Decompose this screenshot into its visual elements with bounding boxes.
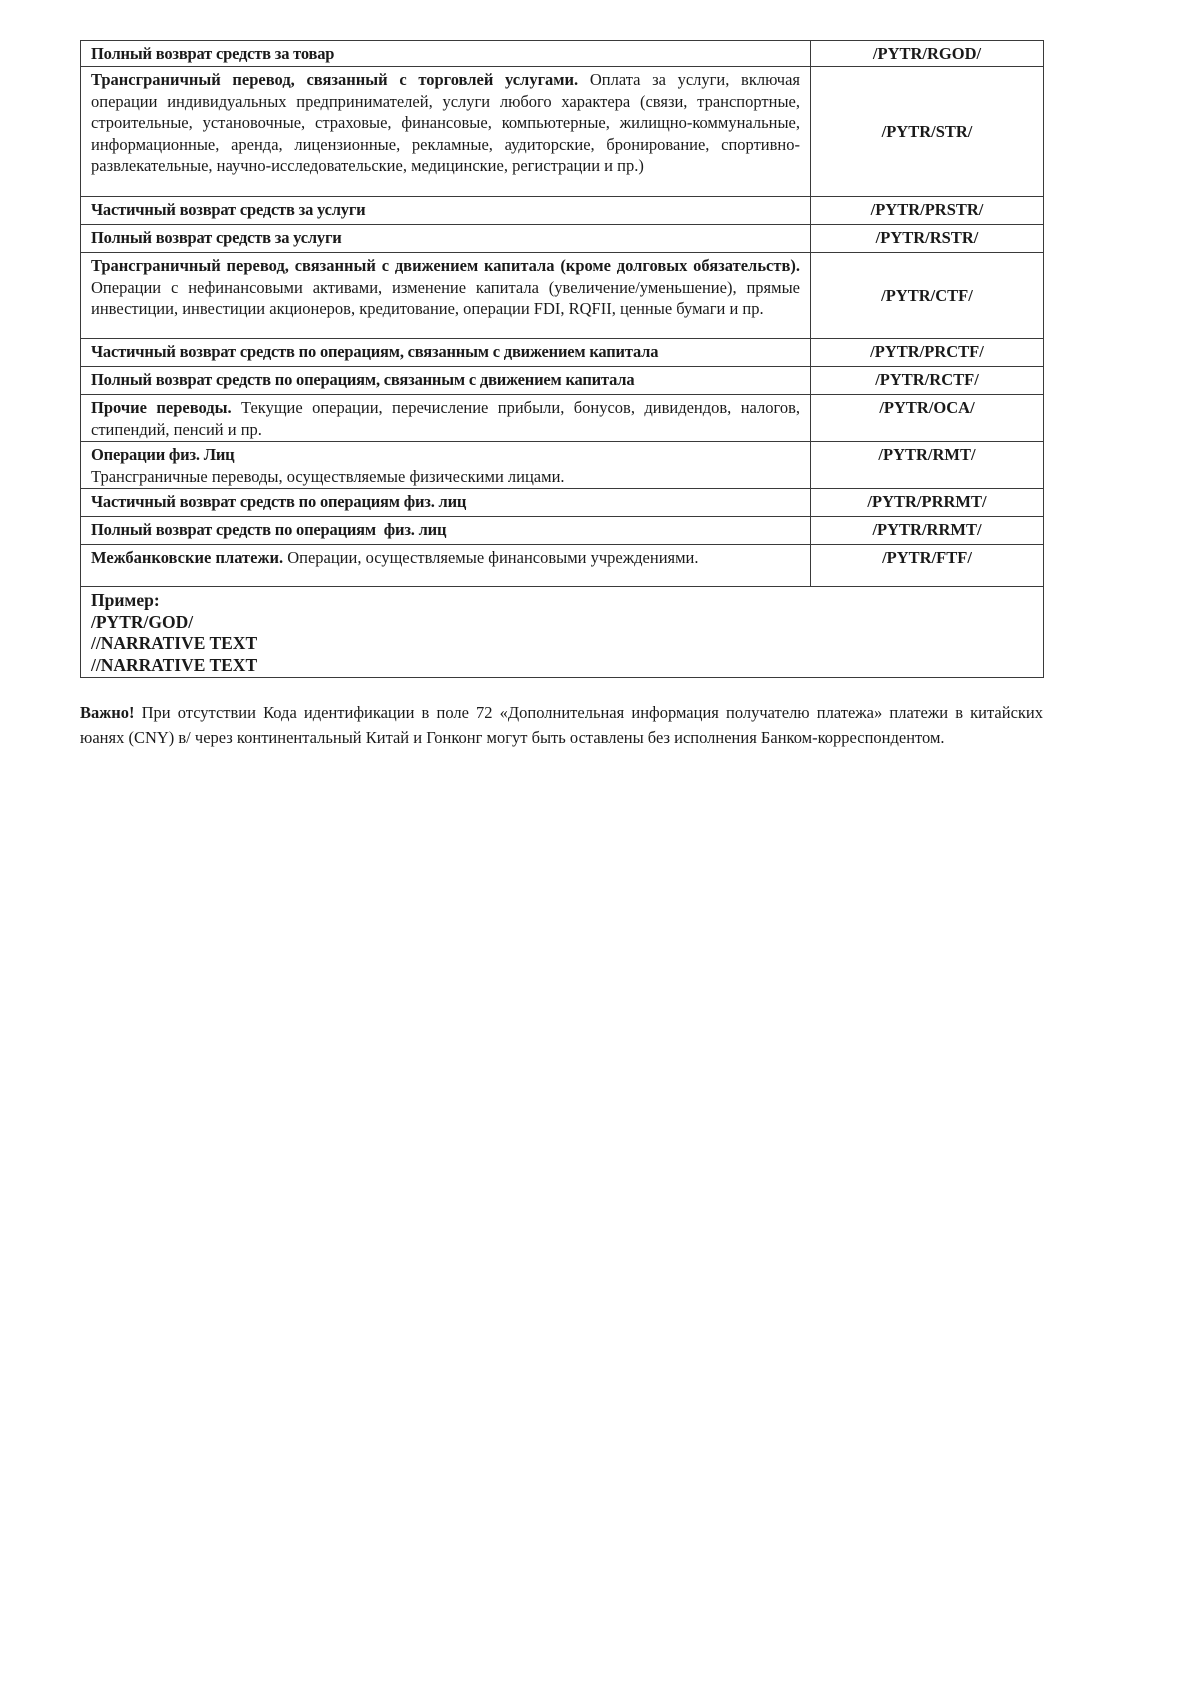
table-row xyxy=(81,442,1044,489)
row-body: Оплата за услуги, включая операции индивидуальных предпринимателей, услуги любого характера (связи, транспортные, строительные, установочные, страховые, финансовые, компьютерные, жилищно-коммунальные, информационные, аренда, лицензионные, рекламные, аудиторские, бронирование, спортивно-развлекательные, научно-исследовательские, медицинские, регистрации и пр.) xyxy=(91,70,800,175)
code-cell: /PYTR/CTF/ xyxy=(811,253,1044,339)
code-cell: /PYTR/OCA/ xyxy=(811,395,1044,442)
code-cell: /PYTR/RCTF/ xyxy=(811,367,1044,395)
table-row xyxy=(81,367,1044,395)
important-note xyxy=(80,700,1043,750)
note-label: Важно! xyxy=(80,703,135,722)
code-cell: /PYTR/PRRMT/ xyxy=(811,489,1044,517)
description-cell xyxy=(81,489,811,517)
row-body: Трансграничные переводы, осуществляемые физическими лицами. xyxy=(91,466,565,486)
description-cell xyxy=(81,517,811,545)
row-title: Трансграничный перевод, связанный с торговлей услугами. xyxy=(91,70,579,89)
code-cell: /PYTR/PRSTR/ xyxy=(811,197,1044,225)
example-line: //NARRATIVE TEXT xyxy=(91,633,258,653)
code-cell: /PYTR/RSTR/ xyxy=(811,225,1044,253)
description-cell xyxy=(81,545,811,587)
row-title: Частичный возврат средств по операциям физ. лиц xyxy=(91,492,467,511)
table-row xyxy=(81,67,1044,197)
table-row xyxy=(81,41,1044,67)
note-text: При отсутствии Кода идентификации в поле 72 «Дополнительная информация получателю платежа» платежи в китайских юанях (CNY) в/ через континентальный Китай и Гонконг могут быть оставлены без исполнения Банком-корреспондентом. xyxy=(80,703,1043,747)
table-row xyxy=(81,517,1044,545)
code-cell: /PYTR/STR/ xyxy=(811,67,1044,197)
row-title: Межбанковские платежи. xyxy=(91,548,284,567)
row-title: Полный возврат средств за товар xyxy=(91,44,335,63)
example-cell xyxy=(81,587,1044,678)
row-body: Операции, осуществляемые финансовыми учреждениями. xyxy=(283,548,699,567)
row-title: Частичный возврат средств за услуги xyxy=(91,200,366,219)
example-line: /PYTR/GOD/ xyxy=(91,611,194,632)
row-title: Прочие переводы. xyxy=(91,398,232,417)
table-row xyxy=(81,395,1044,442)
row-title: Полный возврат средств за услуги xyxy=(91,228,342,247)
description-cell xyxy=(81,339,811,367)
description-cell xyxy=(81,395,811,442)
row-body: Операции с нефинансовыми активами, изменение капитала (увеличение/уменьшение), прямые инвестиции, инвестиции акционеров, кредитование, операции FDI, RQFII, ценные бумаги и пр. xyxy=(91,277,800,318)
code-cell: /PYTR/FTF/ xyxy=(811,545,1044,587)
table-row xyxy=(81,489,1044,517)
row-body: Текущие операции, перечисление прибыли, бонусов, дивидендов, налогов, стипендий, пенсий и пр. xyxy=(91,398,800,439)
description-cell xyxy=(81,442,811,489)
row-title: Полный возврат средств по операциям физ. лиц xyxy=(91,520,447,539)
document-page xyxy=(80,40,1043,767)
description-cell xyxy=(81,225,811,253)
payment-codes-table xyxy=(80,40,1044,678)
description-cell xyxy=(81,41,811,67)
table-row xyxy=(81,545,1044,587)
table-row xyxy=(81,253,1044,339)
example-row xyxy=(81,587,1044,678)
row-title: Трансграничный перевод, связанный с движением капитала (кроме долговых обязательств). xyxy=(91,256,800,275)
row-title: Полный возврат средств по операциям, связанным с движением капитала xyxy=(91,370,635,389)
description-cell xyxy=(81,253,811,339)
code-cell: /PYTR/RRMT/ xyxy=(811,517,1044,545)
description-cell xyxy=(81,367,811,395)
row-title: Операции физ. Лиц xyxy=(91,445,235,464)
table-row xyxy=(81,225,1044,253)
code-cell: /PYTR/PRCTF/ xyxy=(811,339,1044,367)
code-cell: /PYTR/RGOD/ xyxy=(811,41,1044,67)
table-row xyxy=(81,197,1044,225)
description-cell xyxy=(81,197,811,225)
code-cell: /PYTR/RMT/ xyxy=(811,442,1044,489)
table-row xyxy=(81,339,1044,367)
example-label: Пример: xyxy=(91,590,160,610)
example-line: //NARRATIVE TEXT xyxy=(91,654,258,675)
description-cell xyxy=(81,67,811,197)
row-title: Частичный возврат средств по операциям, связанным с движением капитала xyxy=(91,342,659,361)
